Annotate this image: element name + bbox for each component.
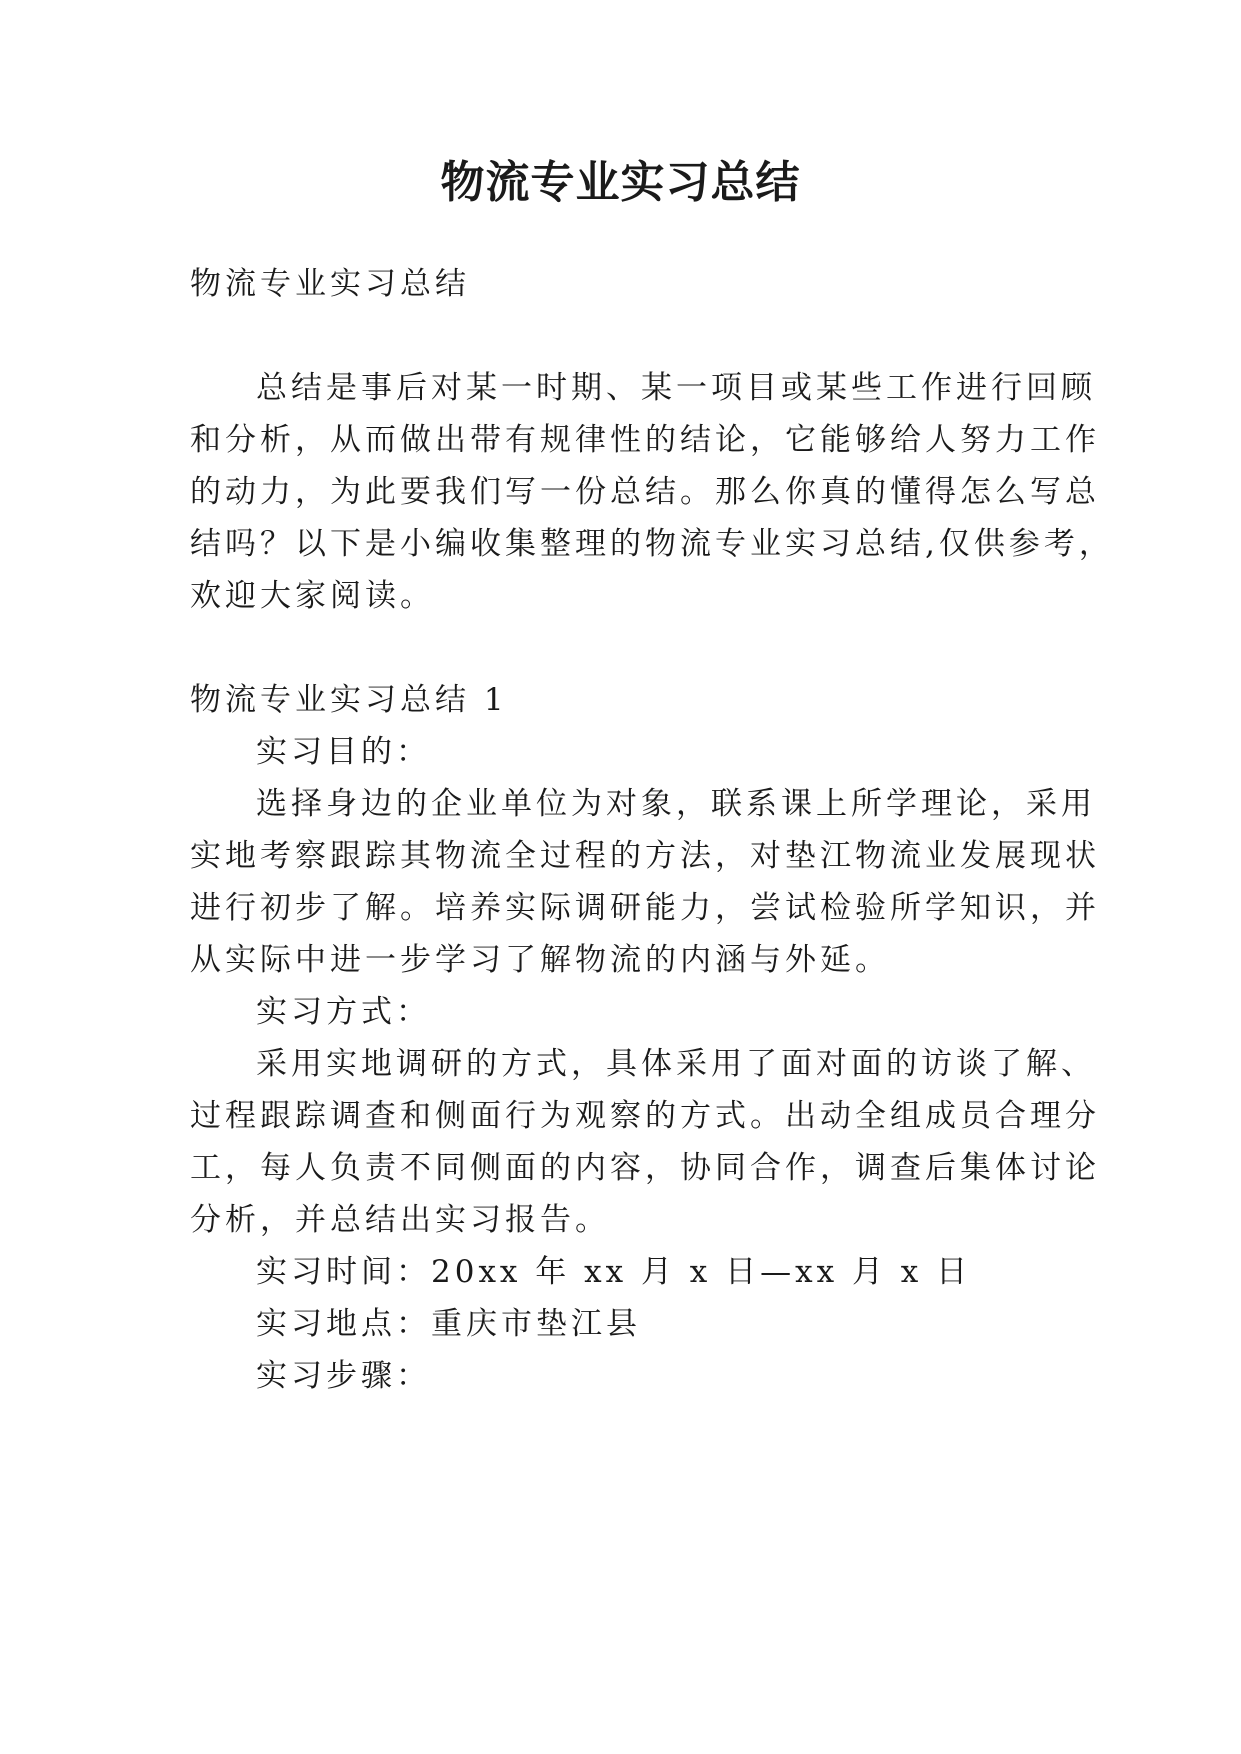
intro-line-2: 和分析，从而做出带有规律性的结论，它能够给人努力工作 — [190, 422, 1100, 458]
time-line: 实习时间：20xx 年 xx 月 x 日—xx 月 x 日 — [256, 1254, 972, 1290]
intro-line-1: 总结是事后对某一时期、某一项目或某些工作进行回顾 — [256, 370, 1096, 406]
purpose-line-2: 实地考察跟踪其物流全过程的方法，对垫江物流业发展现状 — [190, 838, 1100, 874]
intro-line-5: 欢迎大家阅读。 — [190, 578, 435, 614]
method-line-2: 过程跟踪调查和侧面行为观察的方式。出动全组成员合理分 — [190, 1098, 1100, 1134]
document-subtitle: 物流专业实习总结 — [190, 266, 470, 302]
place-line: 实习地点：重庆市垫江县 — [256, 1306, 641, 1342]
intro-line-3: 的动力，为此要我们写一份总结。那么你真的懂得怎么写总 — [190, 474, 1100, 510]
method-label: 实习方式： — [256, 994, 431, 1030]
method-line-4: 分析，并总结出实习报告。 — [190, 1202, 610, 1238]
section1-heading: 物流专业实习总结 1 — [190, 682, 508, 718]
purpose-label: 实习目的： — [256, 734, 431, 770]
document-title: 物流专业实习总结 — [440, 157, 801, 208]
purpose-line-1: 选择身边的企业单位为对象，联系课上所学理论，采用 — [256, 786, 1096, 822]
steps-label: 实习步骤： — [256, 1358, 431, 1394]
purpose-line-3: 进行初步了解。培养实际调研能力，尝试检验所学知识，并 — [190, 890, 1100, 926]
method-line-3: 工，每人负责不同侧面的内容，协同合作，调查后集体讨论 — [190, 1150, 1100, 1186]
purpose-line-4: 从实际中进一步学习了解物流的内涵与外延。 — [190, 942, 890, 978]
method-line-1: 采用实地调研的方式，具体采用了面对面的访谈了解、 — [256, 1046, 1096, 1082]
intro-line-4: 结吗？以下是小编收集整理的物流专业实习总结,仅供参考， — [190, 526, 1114, 562]
